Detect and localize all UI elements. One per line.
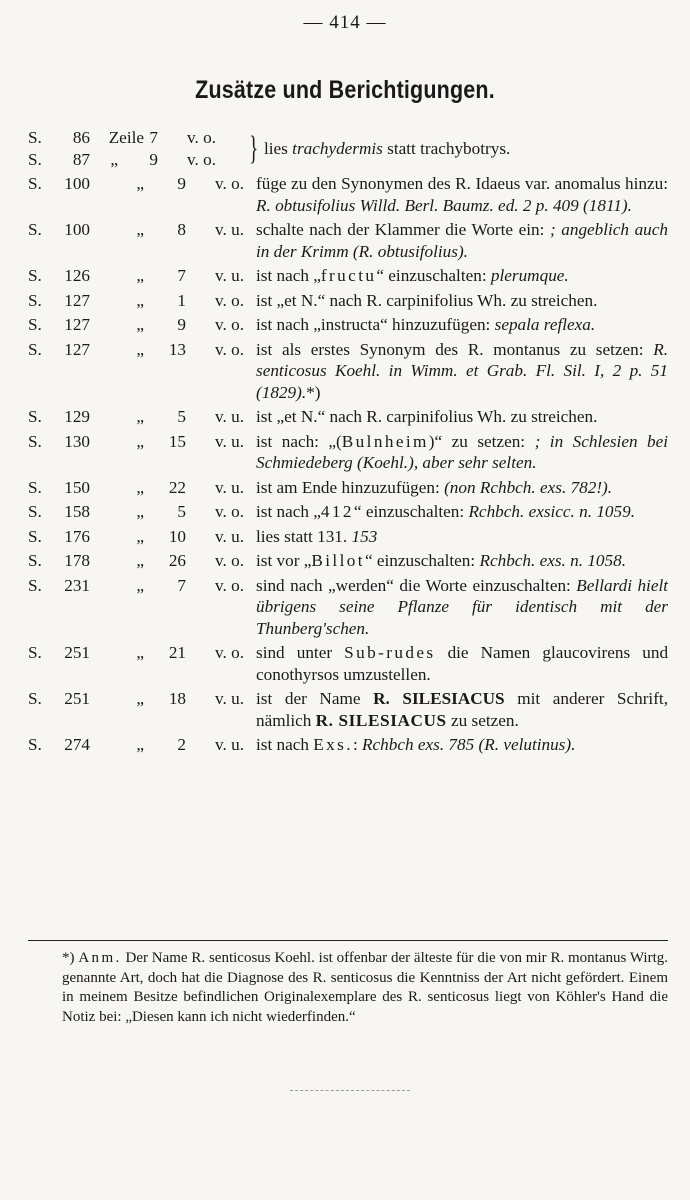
entry-text: sind nach „werden“ die Worte einzuschalten: Bellardi hielt übrigens seine Pflanze für identisch mit der Thunberg'schen.: [256, 575, 669, 638]
entry-text: ist nach „412“ einzuschalten: Rchbch. exsicc. n. 1059.: [256, 502, 636, 521]
errata-entry: [28, 688, 668, 731]
entry-reference: S. 126 „ 7 v. u.: [28, 266, 244, 285]
entry-text: ist nach: „(Bulnheim)“ zu setzen: ; in Schlesien bei Schmiedeberg (Koehl.), aber sehr selten.: [256, 431, 669, 472]
entry-text: ist nach „instructa“ hinzuzufügen: sepala reflexa.: [256, 315, 596, 334]
errata-entry: [28, 526, 668, 548]
errata-entry: [28, 734, 668, 756]
entry-text: ist vor „Billot“ einzuschalten: Rchbch. exs. n. 1058.: [256, 551, 626, 570]
entry-reference: S. 178 „ 26 v. o.: [28, 551, 244, 570]
footnote-anm: Anm.: [78, 950, 122, 966]
entry-text: ist am Ende hinzuzufügen: (non Rchbch. exs. 782!).: [256, 477, 613, 497]
entry-text: sind unter Sub-rudes die Namen glaucovirens und conothyrsos umzustellen.: [256, 643, 669, 684]
errata-entry: [28, 339, 668, 404]
errata-entry: [28, 431, 668, 474]
paired-references: [28, 127, 246, 170]
entry-reference: S. 87 „ 9 v. o.: [28, 149, 216, 169]
page-title: Zusätze und Berichtigungen.: [195, 76, 495, 104]
errata-entry: [28, 219, 668, 262]
entry-reference: S. 158 „ 5 v. o.: [28, 502, 244, 521]
entry-text: schalte nach der Klammer die Worte ein: ; angeblich auch in der Krimm (R. obtusifolius).: [256, 220, 668, 261]
entry-text: ist nach Exs.: Rchbch exs. 785 (R. velutinus).: [256, 735, 576, 754]
entry-text: lies trachydermis statt trachybotrys.: [264, 138, 511, 158]
entry-text: ist als erstes Synonym des R. montanus zu setzen: R. senticosus Koehl. in Wimm. et Grab. Fl. Sil. I, 2 p. 51 (1829).*): [256, 339, 669, 402]
entry-text: ist nach „fructu“ einzuschalten: plerumque.: [256, 266, 569, 285]
entry-text: ist „et N.“ nach R. carpinifolius Wh. zu streichen.: [256, 290, 598, 310]
entry-reference: S. 251 „ 18 v. u.: [28, 689, 244, 708]
errata-entry: [28, 314, 668, 336]
entry-reference: S. 127 „ 13 v. o.: [28, 339, 244, 359]
entry-reference: S. 86 Zeile 7 v. o.: [28, 128, 216, 147]
errata-entry: [28, 550, 668, 572]
entry-reference: S. 251 „ 21 v. o.: [28, 643, 244, 662]
entry-reference: S. 100 „ 9 v. o.: [28, 174, 244, 193]
entry-reference: S. 127 „ 1 v. o.: [28, 290, 244, 310]
entry-reference: S. 150 „ 22 v. u.: [28, 477, 244, 497]
entry-reference: S. 176 „ 10 v. u.: [28, 526, 244, 546]
errata-entry: [28, 265, 668, 287]
entry-reference: S. 127 „ 9 v. o.: [28, 315, 244, 334]
page-number: — 414 —: [303, 12, 387, 33]
entry-reference: S. 130 „ 15 v. u.: [28, 431, 244, 451]
end-rule: [290, 1090, 410, 1091]
errata-entry: [28, 501, 668, 523]
entry-reference: S. 274 „ 2 v. u.: [28, 735, 244, 754]
entry-reference: S. 129 „ 5 v. u.: [28, 407, 244, 426]
entry-text: füge zu den Synonymen des R. Idaeus var. anomalus hinzu: R. obtusifolius Willd. Berl. Baumz. ed. 2 p. 409 (1811).: [256, 174, 668, 215]
footnote-marker: *): [62, 950, 75, 966]
entry-text: ist der Name R. SILESIACUS mit anderer Schrift, nämlich R. SILESIACUS zu setzen.: [256, 689, 668, 730]
errata-entry: [28, 173, 668, 216]
entry-reference: S. 100 „ 8 v. u.: [28, 220, 244, 239]
errata-entry: [28, 642, 668, 685]
errata-list: [28, 127, 668, 756]
errata-entry: [28, 406, 668, 428]
errata-entry: [28, 477, 668, 499]
errata-entry-paired: [28, 127, 668, 170]
footnote-text: Der Name R. senticosus Koehl. ist offenbar der älteste für die von mir R. montanus Wirtg. genannte Art, doch hat die Diagnose des R. senticosus die Kenntniss der Art nicht gefördert. Einem in meinem Besitze befindlichen Originalexemplare des R. senticosus liegt von Köhler's Hand die Notiz bei: „Diesen kann ich nicht wiederfinden.“: [62, 950, 669, 1025]
errata-entry: [28, 575, 668, 640]
brace-mark: }: [249, 129, 259, 167]
footnote: [28, 940, 668, 1027]
entry-text: lies statt 131. 153: [256, 526, 378, 546]
entry-text: ist „et N.“ nach R. carpinifolius Wh. zu streichen.: [256, 407, 598, 426]
entry-reference: S. 231 „ 7 v. o.: [28, 575, 244, 595]
errata-entry: [28, 290, 668, 312]
